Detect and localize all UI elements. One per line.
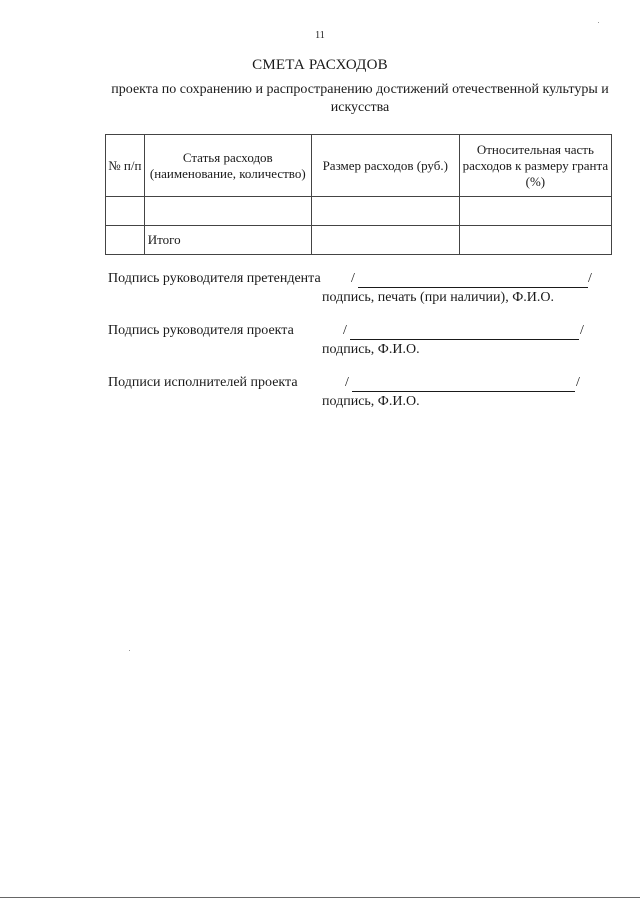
budget-table [105,134,612,255]
table-cell [144,197,311,226]
scan-speck [598,22,599,23]
header-number: № п/п [106,135,145,197]
table-total-row [106,226,612,255]
table-cell [311,226,459,255]
header-expense-item: Статья расходов (наименование, количество) [144,135,311,197]
slash-close: / [576,375,580,390]
signature-hint: подпись, Ф.И.О. [322,342,420,357]
total-label: Итого [144,226,311,255]
document-subtitle: проекта по сохранению и распространению достижений отечественной культуры и искусства [111,82,609,115]
header-share: Относительная часть расходов к размеру гранта (%) [459,135,611,197]
slash-open: / [345,375,349,390]
scan-bottom-edge [0,897,640,898]
signature-line [350,339,579,340]
table-cell [311,197,459,226]
page-number: 11 [315,30,325,41]
slash-open: / [351,271,355,286]
signature-hint: подпись, Ф.И.О. [322,394,420,409]
scan-speck [129,650,130,651]
table-header-row [106,135,612,197]
signature-hint: подпись, печать (при наличии), Ф.И.О. [322,290,554,305]
table-row [106,197,612,226]
slash-close: / [588,271,592,286]
table-cell [459,226,611,255]
signature-line [358,287,588,288]
signature-label-project-head: Подпись руководителя проекта [108,323,294,338]
header-amount: Размер расходов (руб.) [311,135,459,197]
table-cell [459,197,611,226]
signature-label-applicant-head: Подпись руководителя претендента [108,271,321,286]
slash-close: / [580,323,584,338]
signature-label-executors: Подписи исполнителей проекта [108,375,298,390]
signature-line [352,391,575,392]
slash-open: / [343,323,347,338]
table-cell [106,197,145,226]
table-cell [106,226,145,255]
document-title: СМЕТА РАСХОДОВ [252,57,388,73]
